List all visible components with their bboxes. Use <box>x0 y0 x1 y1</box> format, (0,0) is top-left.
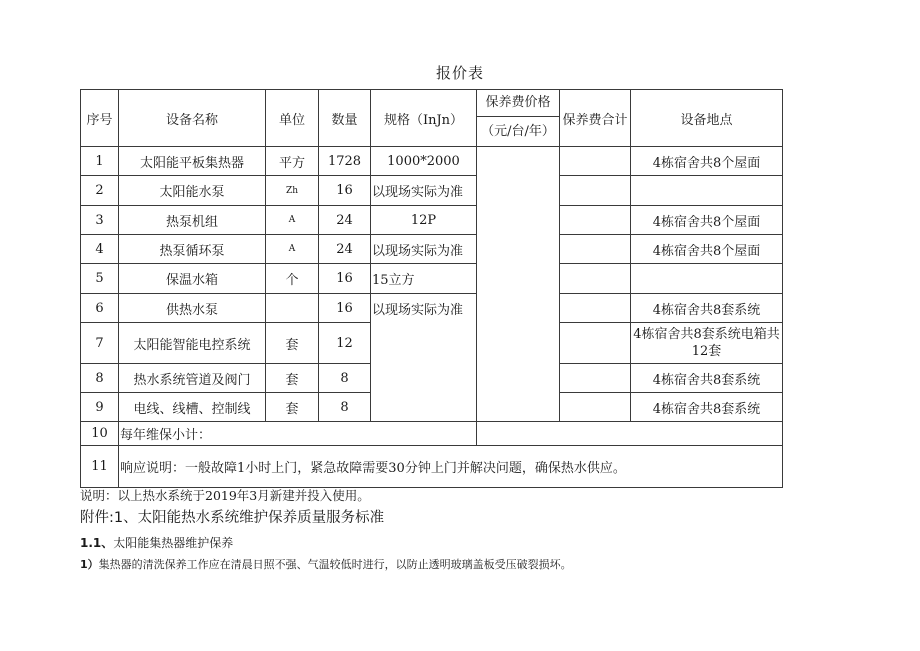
row-name: 热泵循环泵 <box>119 235 266 264</box>
row-location: 4栋宿舍共8个屋面 <box>631 235 783 264</box>
row-qty: 16 <box>319 264 371 294</box>
header-no: 序号 <box>81 90 119 147</box>
header-price <box>477 90 560 147</box>
row-qty: 16 <box>319 176 371 206</box>
appendix-heading: 附件:1、太阳能热水系统维护保养质量服务标准 <box>80 510 385 526</box>
table-row <box>81 206 783 235</box>
row-location <box>631 264 783 294</box>
page-title: 报价表 <box>435 64 484 82</box>
row-unit <box>266 294 319 323</box>
row-total <box>560 176 631 206</box>
table-row <box>81 176 783 206</box>
table-row <box>81 235 783 264</box>
section-number: 1.1、 <box>80 536 114 550</box>
response-text: 响应说明：一般故障1小时上门，紧急故障需要30分钟上门并解决问题，确保热水供应。 <box>119 446 783 488</box>
row-no: 11 <box>81 446 119 488</box>
row-spec: 1000*2000 <box>371 147 477 176</box>
row-unit: 套 <box>266 364 319 393</box>
row-name: 电线、线槽、控制线 <box>119 393 266 422</box>
table-row <box>81 264 783 294</box>
list-item <box>80 556 572 572</box>
row-location: 4栋宿舍共8套系统电箱共12套 <box>631 323 783 364</box>
footnote: 说明：以上热水系统于2019年3月新建并投入使用。 <box>80 488 370 503</box>
row-no: 2 <box>81 176 119 206</box>
row-price <box>477 147 560 422</box>
row-spec: 以现场实际为准 <box>371 294 477 323</box>
row-unit: 平方 <box>266 147 319 176</box>
row-total <box>560 206 631 235</box>
row-total <box>560 294 631 323</box>
row-no: 6 <box>81 294 119 323</box>
table-row <box>81 294 783 323</box>
section-title: 太阳能集热器维护保养 <box>113 536 234 550</box>
row-total <box>560 235 631 264</box>
row-qty: 8 <box>319 393 371 422</box>
subtotal-row <box>81 422 783 446</box>
row-spec: 以现场实际为准 <box>371 176 477 206</box>
row-no: 7 <box>81 323 119 364</box>
table-row <box>81 364 783 393</box>
row-spec <box>371 393 477 422</box>
row-location: 4栋宿舍共8个屋面 <box>631 206 783 235</box>
row-total <box>560 264 631 294</box>
row-location: 4栋宿舍共8套系统 <box>631 294 783 323</box>
header-price-bottom: （元/台/年） <box>481 124 555 139</box>
row-unit: 套 <box>266 393 319 422</box>
row-unit: 个 <box>266 264 319 294</box>
header-spec: 规格（InJn） <box>371 90 477 147</box>
row-name: 热泵机组 <box>119 206 266 235</box>
row-qty: 12 <box>319 323 371 364</box>
row-no: 5 <box>81 264 119 294</box>
row-qty: 8 <box>319 364 371 393</box>
row-location: 4栋宿舍共8套系统 <box>631 393 783 422</box>
row-spec: 12P <box>371 206 477 235</box>
row-no: 4 <box>81 235 119 264</box>
row-total <box>560 323 631 364</box>
row-total <box>560 147 631 176</box>
table-row <box>81 323 783 364</box>
row-qty: 24 <box>319 235 371 264</box>
row-location: 4栋宿舍共8套系统 <box>631 364 783 393</box>
row-no: 9 <box>81 393 119 422</box>
row-name: 供热水泵 <box>119 294 266 323</box>
header-qty: 数量 <box>319 90 371 147</box>
row-unit: A <box>266 206 319 235</box>
row-name: 太阳能水泵 <box>119 176 266 206</box>
header-unit: 单位 <box>266 90 319 147</box>
row-no: 3 <box>81 206 119 235</box>
quote-table <box>80 89 783 488</box>
row-name: 热水系统管道及阀门 <box>119 364 266 393</box>
row-unit: 套 <box>266 323 319 364</box>
row-unit: A <box>266 235 319 264</box>
row-qty: 1728 <box>319 147 371 176</box>
row-name: 太阳能智能电控系统 <box>119 323 266 364</box>
row-name: 太阳能平板集热器 <box>119 147 266 176</box>
table-row <box>81 393 783 422</box>
subtotal-label: 每年维保小计： <box>119 422 477 446</box>
row-unit: Zh <box>266 176 319 206</box>
header-name: 设备名称 <box>119 90 266 147</box>
row-name: 保温水箱 <box>119 264 266 294</box>
row-location <box>631 176 783 206</box>
row-location: 4栋宿舍共8个屋面 <box>631 147 783 176</box>
item-number: 1） <box>80 558 99 571</box>
subtotal-value <box>477 422 783 446</box>
row-qty: 24 <box>319 206 371 235</box>
section-heading <box>80 534 233 551</box>
row-no: 8 <box>81 364 119 393</box>
header-price-top: 保养费价格 <box>477 90 559 117</box>
response-row <box>81 446 783 488</box>
row-spec <box>371 323 477 364</box>
row-spec: 以现场实际为准 <box>371 235 477 264</box>
row-spec: 15立方 <box>371 264 477 294</box>
row-no: 1 <box>81 147 119 176</box>
row-no: 10 <box>81 422 119 446</box>
table-row <box>81 147 783 176</box>
header-location: 设备地点 <box>631 90 783 147</box>
header-total: 保养费合计 <box>560 90 631 147</box>
row-total <box>560 364 631 393</box>
row-qty: 16 <box>319 294 371 323</box>
table-header-row <box>81 90 783 147</box>
item-text: 集热器的清洗保养工作应在清晨日照不强、气温较低时进行，以防止透明玻璃盖板受压破裂损坏。 <box>98 558 572 571</box>
row-spec <box>371 364 477 393</box>
row-total <box>560 393 631 422</box>
